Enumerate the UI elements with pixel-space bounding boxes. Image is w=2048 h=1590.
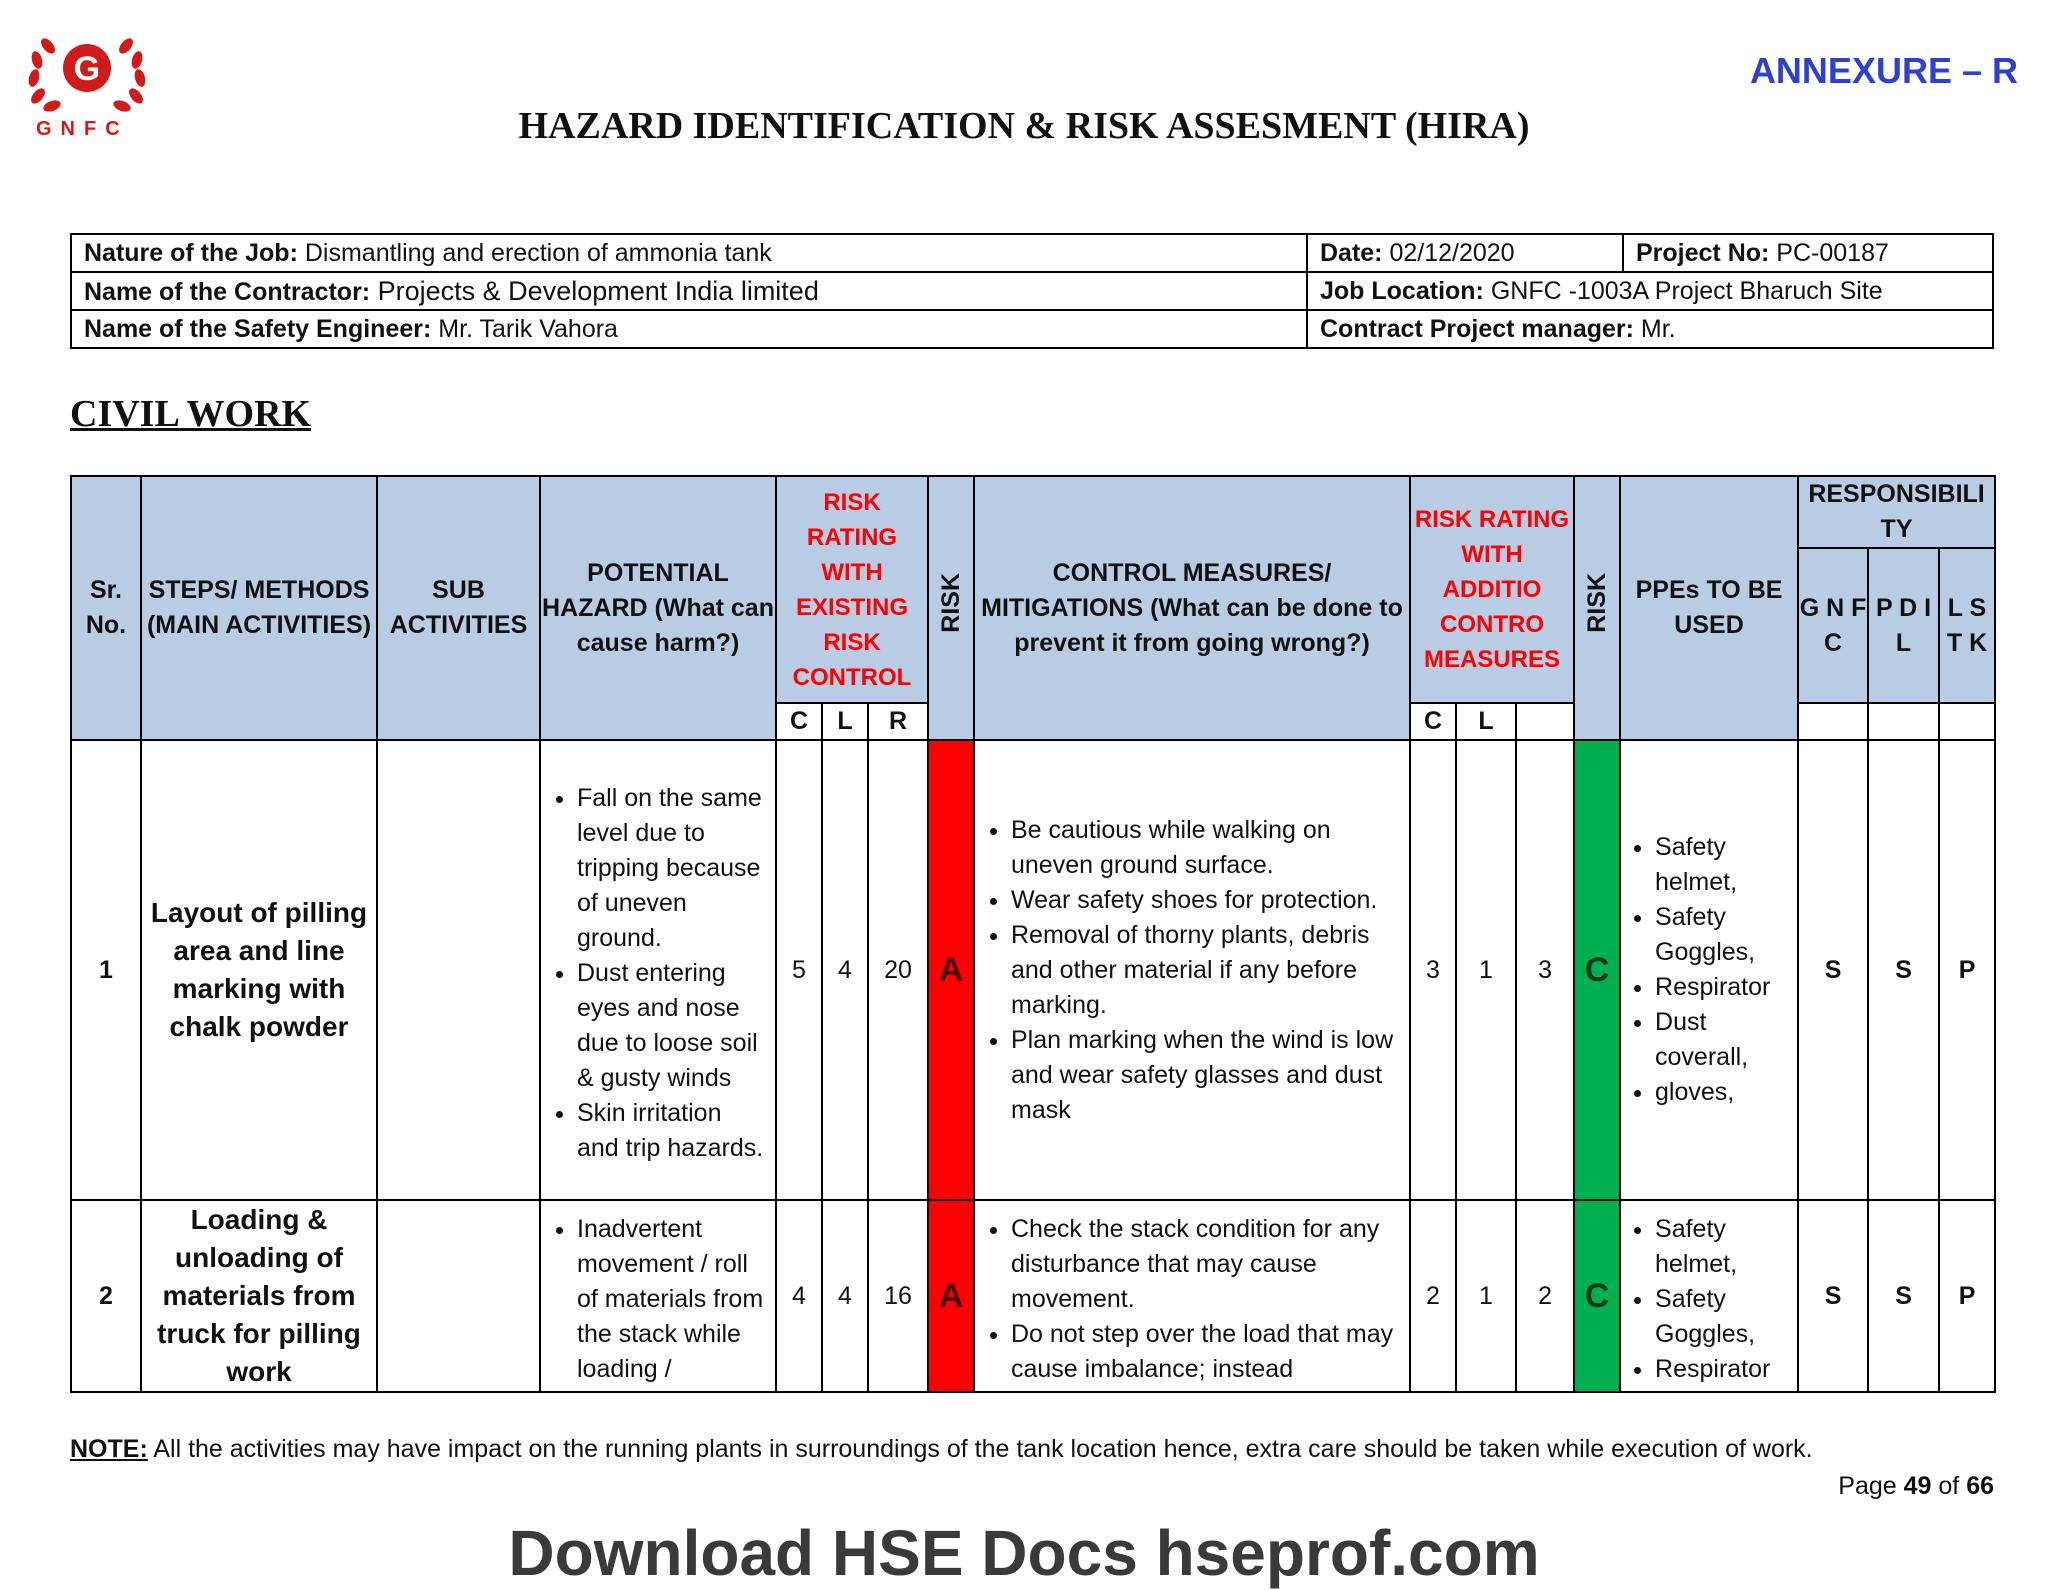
hira-table bbox=[70, 475, 1996, 1393]
row1-r2: 3 bbox=[1516, 740, 1574, 1200]
header-c: C bbox=[776, 703, 822, 740]
nature-of-job-cell: Nature of the Job: Dismantling and erection of ammonia tank bbox=[71, 234, 1307, 272]
annexure-label: ANNEXURE – R bbox=[1749, 50, 2018, 91]
row1-steps: Layout of pilling area and line marking with chalk powder bbox=[141, 740, 377, 1200]
ppe-item: • Respirator bbox=[1655, 1352, 1789, 1387]
row2-hazards bbox=[540, 1200, 776, 1392]
watermark: Download HSE Docs hseprof.com bbox=[508, 1517, 1540, 1589]
row1-ppes bbox=[1620, 740, 1798, 1200]
page-title: HAZARD IDENTIFICATION & RISK ASSESMENT (HIRA) bbox=[518, 105, 1530, 147]
header-r2-empty bbox=[1516, 703, 1574, 740]
row2-ppes bbox=[1620, 1200, 1798, 1392]
ppe-item: • Safety Goggles, bbox=[1655, 1282, 1789, 1352]
header-sub-activities: SUB ACTIVITIES bbox=[377, 476, 540, 740]
table-row bbox=[71, 1200, 1995, 1392]
note-text: All the activities may have impact on the running plants in surroundings of the tank location hence, extra care should be taken while execution of work. bbox=[147, 1435, 1813, 1463]
header-pdil: P D I L bbox=[1868, 548, 1939, 703]
row1-c2: 3 bbox=[1410, 740, 1456, 1200]
hazard-item: • Inadvertent movement / roll of materials from the stack while loading / bbox=[577, 1212, 767, 1387]
row1-risk-badge: A bbox=[928, 740, 974, 1200]
row1-r: 20 bbox=[868, 740, 928, 1200]
svg-text:G: G bbox=[73, 50, 101, 88]
row1-lstk: P bbox=[1939, 740, 1995, 1200]
row1-sr: 1 bbox=[71, 740, 141, 1200]
control-item: • Be cautious while walking on uneven ground surface. bbox=[1011, 813, 1401, 883]
row2-r: 16 bbox=[868, 1200, 928, 1392]
row2-sub bbox=[377, 1200, 540, 1392]
header-c2: C bbox=[1410, 703, 1456, 740]
header-lstk: L S T K bbox=[1939, 548, 1995, 703]
project-manager-cell: Contract Project manager: Mr. bbox=[1307, 310, 1993, 348]
row2-lstk: P bbox=[1939, 1200, 1995, 1392]
row2-sr: 2 bbox=[71, 1200, 141, 1392]
row2-risk2-badge: C bbox=[1574, 1200, 1620, 1392]
row2-l: 4 bbox=[822, 1200, 868, 1392]
control-item: • Plan marking when the wind is low and wear safety glasses and dust mask bbox=[1011, 1023, 1401, 1128]
header-risk: RISK bbox=[928, 476, 974, 740]
contractor-cell: Name of the Contractor: Projects & Development India limited bbox=[71, 272, 1307, 310]
header-control-measures: CONTROL MEASURES/ MITIGATIONS (What can be done to prevent it from going wrong?) bbox=[974, 476, 1410, 740]
control-item: • Removal of thorny plants, debris and other material if any before marking. bbox=[1011, 918, 1401, 1023]
header-pdil-empty bbox=[1868, 703, 1939, 740]
ppe-item: • Respirator bbox=[1655, 970, 1789, 1005]
ppe-item: • Safety helmet, bbox=[1655, 1212, 1789, 1282]
ppe-item: • Dust coverall, bbox=[1655, 1005, 1789, 1075]
row2-controls bbox=[974, 1200, 1410, 1392]
row2-l2: 1 bbox=[1456, 1200, 1516, 1392]
row1-l2: 1 bbox=[1456, 740, 1516, 1200]
header-gnfc-empty bbox=[1798, 703, 1868, 740]
row2-gnfc: S bbox=[1798, 1200, 1868, 1392]
control-item: • Do not step over the load that may cause imbalance; instead bbox=[1011, 1317, 1401, 1387]
header-sr-no: Sr. No. bbox=[71, 476, 141, 740]
hazard-item: • Dust entering eyes and nose due to loose soil & gusty winds bbox=[577, 956, 767, 1096]
header-risk-2: RISK bbox=[1574, 476, 1620, 740]
row1-risk2-badge: C bbox=[1574, 740, 1620, 1200]
header-lstk-empty bbox=[1939, 703, 1995, 740]
row2-r2: 2 bbox=[1516, 1200, 1574, 1392]
row2-risk-badge: A bbox=[928, 1200, 974, 1392]
row1-controls bbox=[974, 740, 1410, 1200]
header-gnfc: G N F C bbox=[1798, 548, 1868, 703]
header-l2: L bbox=[1456, 703, 1516, 740]
row1-hazards bbox=[540, 740, 776, 1200]
row1-pdil: S bbox=[1868, 740, 1939, 1200]
header-potential-hazard: POTENTIAL HAZARD (What can cause harm?) bbox=[540, 476, 776, 740]
date-cell: Date: 02/12/2020 bbox=[1307, 234, 1623, 272]
header-responsibility: RESPONSIBILI TY bbox=[1798, 476, 1995, 548]
row1-sub bbox=[377, 740, 540, 1200]
hazard-item: • Skin irritation and trip hazards. bbox=[577, 1096, 767, 1166]
header-risk-rating-additional: RISK RATING WITH ADDITIO CONTRO MEASURES bbox=[1410, 476, 1574, 703]
row2-pdil: S bbox=[1868, 1200, 1939, 1392]
logo-text: GNFC bbox=[36, 118, 129, 140]
note bbox=[70, 1435, 1813, 1464]
header-l: L bbox=[822, 703, 868, 740]
header-steps: STEPS/ METHODS (MAIN ACTIVITIES) bbox=[141, 476, 377, 740]
job-location-cell: Job Location: GNFC -1003A Project Bharuch Site bbox=[1307, 272, 1993, 310]
row2-c2: 2 bbox=[1410, 1200, 1456, 1392]
row1-l: 4 bbox=[822, 740, 868, 1200]
header-risk-rating-existing: RISK RATING WITH EXISTING RISK CONTROL bbox=[776, 476, 928, 703]
control-item: • Wear safety shoes for protection. bbox=[1011, 883, 1401, 918]
safety-engineer-cell: Name of the Safety Engineer: Mr. Tarik Vahora bbox=[71, 310, 1307, 348]
project-no-cell: Project No: PC-00187 bbox=[1623, 234, 1993, 272]
note-label: NOTE: bbox=[70, 1435, 148, 1463]
row2-steps: Loading & unloading of materials from truck for pilling work bbox=[141, 1200, 377, 1392]
control-item: • Check the stack condition for any disturbance that may cause movement. bbox=[1011, 1212, 1401, 1317]
header-ppes: PPEs TO BE USED bbox=[1620, 476, 1798, 740]
hazard-item: • Fall on the same level due to tripping because of uneven ground. bbox=[577, 781, 767, 956]
header-r: R bbox=[868, 703, 928, 740]
ppe-item: • Safety helmet, bbox=[1655, 830, 1789, 900]
row1-gnfc: S bbox=[1798, 740, 1868, 1200]
page-number: Page 49 of 66 bbox=[1838, 1472, 1994, 1500]
section-title: CIVIL WORK bbox=[70, 393, 312, 435]
ppe-item: • gloves, bbox=[1655, 1075, 1789, 1110]
job-info-table bbox=[70, 233, 1994, 349]
table-row bbox=[71, 740, 1995, 1200]
row1-c: 5 bbox=[776, 740, 822, 1200]
ppe-item: • Safety Goggles, bbox=[1655, 900, 1789, 970]
row2-c: 4 bbox=[776, 1200, 822, 1392]
